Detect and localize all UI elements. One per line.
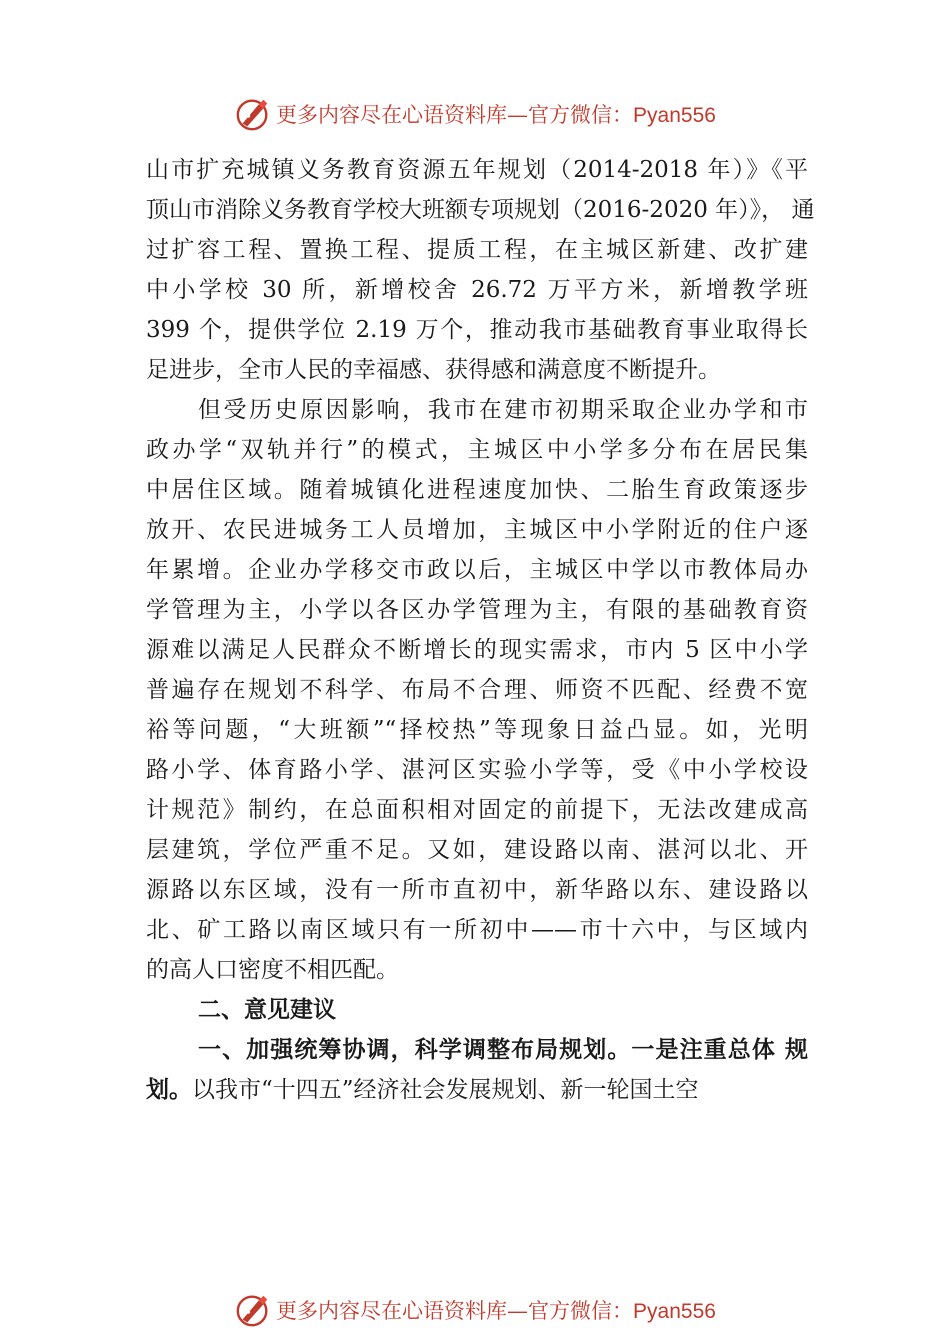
paragraph-line: 层建筑，学位严重不足。又如，建设路以南、湛河以北、开 [146, 837, 808, 863]
paragraph-line: 源难以满足人民群众不断增长的现实需求，市内 5 区中小学 [146, 637, 808, 663]
document-body [146, 150, 815, 1110]
pen-circle-logo-icon [234, 1291, 272, 1329]
paragraph-line: 学管理为主，小学以各区办学管理为主，有限的基础教育资 [146, 597, 808, 623]
bold-tail: 划。 [146, 1077, 192, 1103]
paragraph-line: 北、矿工路以南区域只有一所初中——市十六中，与区域内 [146, 917, 808, 943]
watermark-text: 更多内容尽在心语资料库—官方微信：Pyan556 [276, 103, 716, 127]
section-heading: 二、意见建议 [198, 997, 336, 1023]
paragraph-line: 但受历史原因影响，我市在建市初期采取企业办学和市 [198, 397, 808, 423]
paragraph-line: 的高人口密度不相匹配。 [146, 957, 399, 983]
paragraph-rest: 以我市“十四五”经济社会发展规划、新一轮国土空 [192, 1077, 699, 1103]
paragraph-line: 足进步，全市人民的幸福感、获得感和满意度不断提升。 [146, 357, 721, 383]
paragraph-line: 路小学、体育路小学、湛河区实验小学等，受《中小学校设 [146, 757, 808, 783]
paragraph-line: 山市扩充城镇义务教育资源五年规划（2014-2018 年）》《平 [146, 157, 808, 183]
paragraph-line: 顶山市消除义务教育学校大班额专项规划（2016-2020 年）》， 通 [146, 197, 815, 223]
paragraph-line: 过扩容工程、置换工程、提质工程，在主城区新建、改扩建 [146, 237, 808, 263]
wechat-id: Pyan556 [633, 1300, 716, 1323]
paragraph-line: 政办学“双轨并行”的模式，主城区中小学多分布在居民集 [146, 437, 808, 463]
watermark-text: 更多内容尽在心语资料库—官方微信：Pyan556 [276, 1299, 716, 1323]
paragraph-line: 源路以东区域，没有一所市直初中，新华路以东、建设路以 [146, 877, 808, 903]
watermark-header [0, 94, 950, 134]
paragraph-line: 放开、农民进城务工人员增加，主城区中小学附近的住户逐 [146, 517, 808, 543]
paragraph-line: 399 个，提供学位 2.19 万个，推动我市基础教育事业取得长 [146, 317, 808, 343]
paragraph-line: 计规范》制约，在总面积相对固定的前提下，无法改建成高 [146, 797, 808, 823]
pen-circle-logo-icon [234, 95, 272, 133]
paragraph-line: 普遍存在规划不科学、布局不合理、师资不匹配、经费不宽 [146, 677, 808, 703]
paragraph-line: 裕等问题，“大班额”“择校热”等现象日益凸显。如，光明 [146, 717, 808, 743]
bold-lead-line: 一、加强统筹协调，科学调整布局规划。一是注重总体 规 [198, 1037, 808, 1063]
wechat-id: Pyan556 [633, 104, 716, 127]
paragraph-line [146, 1070, 808, 1110]
paragraph-line: 中小学校 30 所，新增校舍 26.72 万平方米，新增教学班 [146, 277, 808, 303]
paragraph-line: 中居住区域。随着城镇化进程速度加快、二胎生育政策逐步 [146, 477, 808, 503]
watermark-footer [0, 1290, 950, 1330]
paragraph-line: 年累增。企业办学移交市政以后，主城区中学以市教体局办 [146, 557, 808, 583]
